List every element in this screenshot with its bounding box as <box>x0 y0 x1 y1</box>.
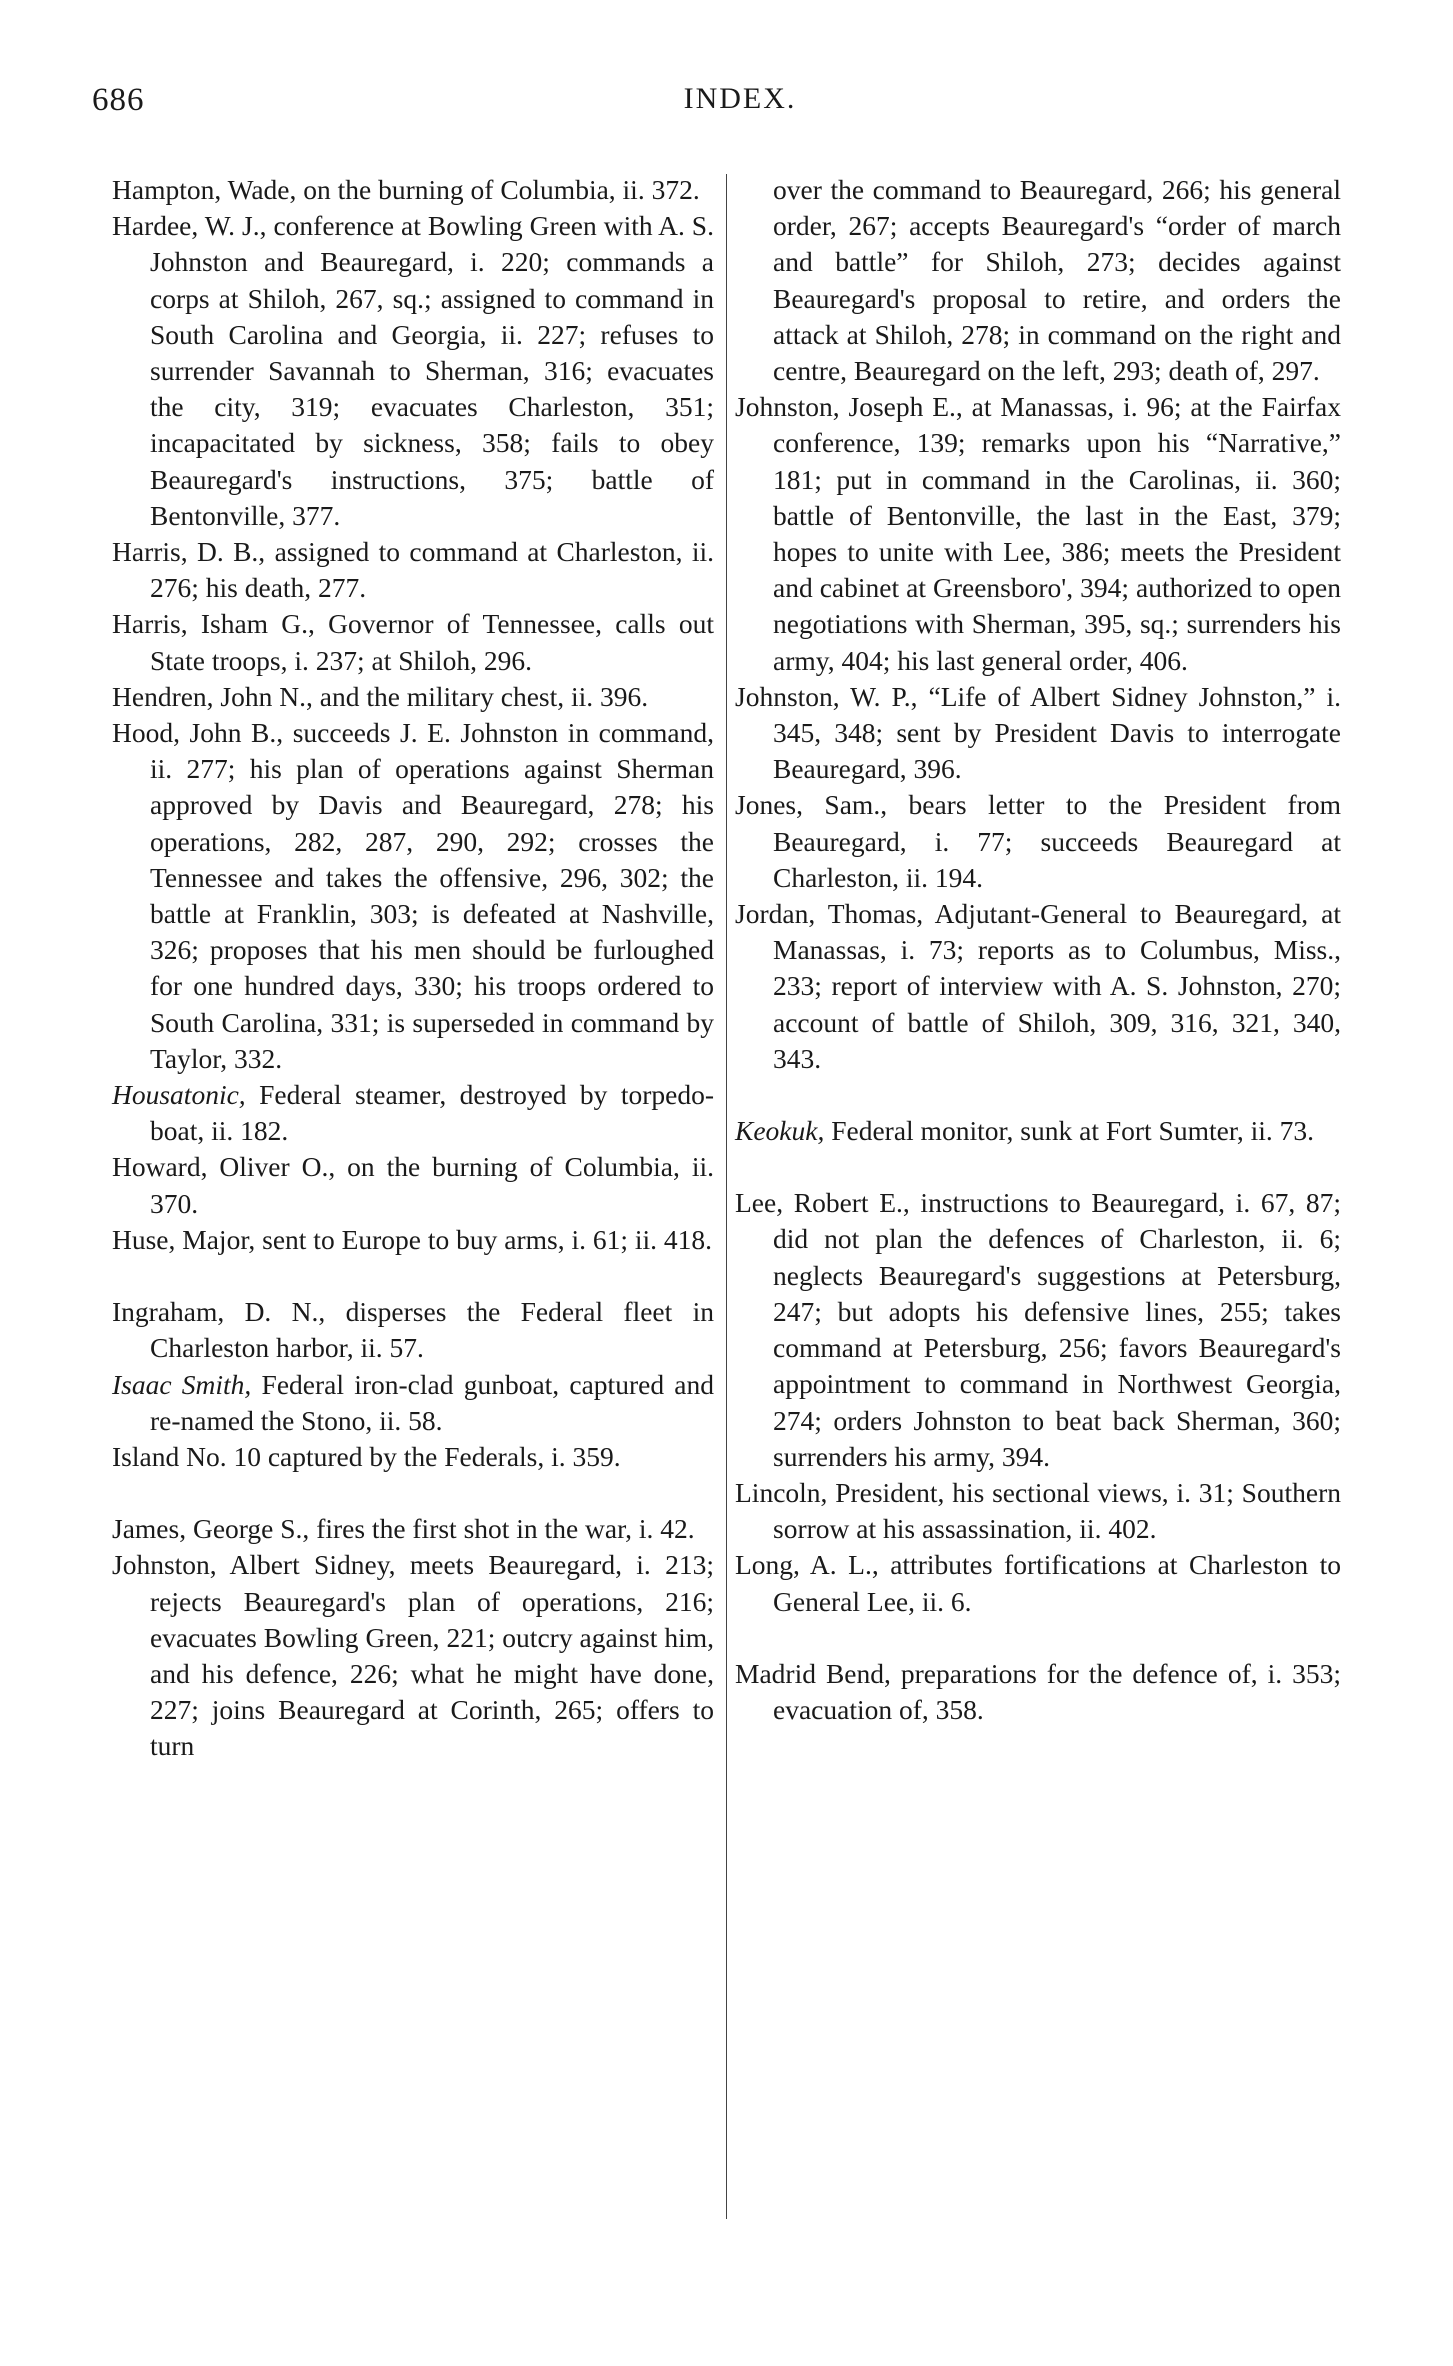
entry-text: “Life of Albert Sidney Johnston,” i. 345, 348; sent by President Davis to interrogate Beauregard, 396. <box>773 680 1341 785</box>
index-entry <box>112 679 714 715</box>
index-entry <box>112 1077 714 1149</box>
entry-text: and the military chest, ii. 396. <box>312 680 649 712</box>
entry-text: Federal monitor, sunk at Fort Sumter, ii. 73. <box>824 1115 1315 1147</box>
index-entry <box>735 787 1341 896</box>
entry-text: instructions to Beauregard, i. 67, 87; did not plan the defences of Charleston, ii. 6; neglects Beauregard's suggestions at Petersburg, 247; but adopts his defensive lines, 255; takes command at Petersburg, 256; favors Beauregard's appointment to command in Northwest Georgia, 274; orders Johnston to beat back Sherman, 360; surrenders his army, 394. <box>773 1187 1342 1472</box>
entry-heading: Johnston, W. P., <box>735 680 918 712</box>
entry-text: preparations for the defence of, i. 353; evacuation of, 358. <box>773 1657 1341 1725</box>
entry-heading: Johnston, Joseph E., <box>735 391 963 423</box>
entry-text: disperses the Federal fleet in Charleston harbor, ii. 57. <box>150 1296 714 1364</box>
index-entry <box>112 1547 714 1764</box>
entry-heading: James, George S., <box>112 1513 310 1545</box>
entry-heading: Long, A. L., <box>735 1549 879 1581</box>
entry-heading: Madrid Bend, <box>735 1657 891 1689</box>
entry-text: over the command to Beauregard, 266; his general order, 267; accepts Beauregard's “order of march and battle” for Shiloh, 273; decides against Beauregard's proposal to retire, and orders the attack at Shiloh, 278; in command on the right and centre, Beauregard on the left, 293; death of, 297. <box>773 174 1341 387</box>
entry-text: on the burning of Columbia, ii. 370. <box>150 1151 714 1219</box>
entry-gap <box>112 1475 714 1511</box>
page-header <box>92 82 1388 132</box>
index-entry <box>112 606 714 678</box>
entry-heading: Ingraham, D. N., <box>112 1296 326 1328</box>
index-entry <box>112 1511 714 1547</box>
page-number: 686 <box>92 82 145 118</box>
entry-text: attributes fortifications at Charleston to General Lee, ii. 6. <box>773 1549 1341 1617</box>
index-entry <box>735 896 1341 1077</box>
index-entry <box>735 1656 1341 1728</box>
index-entry <box>735 1475 1341 1547</box>
index-column-right <box>735 172 1341 1728</box>
entry-gap <box>112 1258 714 1294</box>
entry-heading: Housatonic, <box>112 1079 246 1111</box>
entry-heading: Lincoln, President, <box>735 1476 945 1508</box>
index-entry <box>735 1547 1341 1619</box>
entry-gap <box>735 1620 1341 1656</box>
entry-heading: Isaac Smith, <box>112 1368 252 1400</box>
entry-heading: Hardee, W. J., <box>112 210 267 242</box>
index-entry <box>735 679 1341 788</box>
entry-text: Federal steamer, destroyed by torpedo-boat, ii. 182. <box>150 1079 714 1147</box>
index-entry <box>112 1294 714 1366</box>
index-entry <box>112 1222 714 1258</box>
entry-heading: Lee, Robert E., <box>735 1187 910 1219</box>
entry-text: sent to Europe to buy arms, i. 61; ii. 418. <box>255 1223 713 1255</box>
entry-heading: Jones, Sam., <box>735 789 888 821</box>
index-entry-continued <box>735 172 1341 389</box>
entry-heading: Harris, D. B., <box>112 536 266 568</box>
index-entry <box>112 534 714 606</box>
index-entry <box>112 208 714 534</box>
entry-heading: Hendren, John N., <box>112 680 313 712</box>
entry-text: Adjutant-General to Beauregard, at Manassas, i. 73; reports as to Columbus, Miss., 233; report of interview with A. S. Johnston, 270; account of battle of Shiloh, 309, 316, 321, 340, 343. <box>773 898 1341 1074</box>
entry-heading: Jordan, Thomas, <box>735 898 924 930</box>
entry-heading: Keokuk, <box>735 1115 825 1147</box>
entry-text: conference at Bowling Green with A. S. Johnston and Beauregard, i. 220; commands a corps at Shiloh, 267, sq.; assigned to command in South Carolina and Georgia, ii. 227; refuses to surrender Savannah to Sherman, 316; evacuates the city, 319; evacuates Charleston, 351; incapacitated by sickness, 358; fails to obey Beauregard's instructions, 375; battle of Bentonville, 377. <box>150 210 714 531</box>
entry-heading: Island No. 10 <box>112 1440 261 1472</box>
entry-heading: Huse, Major, <box>112 1223 256 1255</box>
entry-heading: Harris, Isham G., <box>112 608 315 640</box>
entry-heading: Hampton, Wade, <box>112 174 297 205</box>
index-entry <box>735 1113 1341 1149</box>
entry-text: Federal iron-clad gunboat, captured and re-named the Stono, ii. 58. <box>150 1368 714 1436</box>
column-divider <box>726 174 727 2219</box>
entry-text: at Manassas, i. 96; at the Fairfax conference, 139; remarks upon his “Narrative,” 181; put in command in the Carolinas, ii. 360; battle of Bentonville, the last in the East, 379; hopes to unite with Lee, 386; meets the President and cabinet at Greensboro', 394; authorized to open negotiations with Sherman, 395, sq.; surrenders his army, 404; his last general order, 406. <box>773 391 1342 676</box>
entry-text: on the burning of Columbia, ii. 372. <box>296 174 700 205</box>
entry-text: his sectional views, i. 31; Southern sorrow at his assassination, ii. 402. <box>773 1476 1341 1545</box>
index-entry <box>112 1149 714 1221</box>
entry-heading: Johnston, Albert Sidney, <box>112 1549 396 1581</box>
entry-gap <box>735 1149 1341 1185</box>
entry-heading: Hood, John B., <box>112 717 284 749</box>
entry-text: succeeds J. E. Johnston in command, ii. 277; his plan of operations against Sherman approved by Davis and Beauregard, 278; his operations, 282, 287, 290, 292; crosses the Tennessee and takes the offensive, 296, 302; the battle at Franklin, 303; is defeated at Nashville, 326; proposes that his men should be furloughed for one hundred days, 330; his troops ordered to South Carolina, 331; is superseded in command by Taylor, 332. <box>150 717 714 1074</box>
index-entry <box>112 1439 714 1475</box>
index-column-left <box>112 172 714 1765</box>
index-entry <box>112 715 714 1077</box>
entry-text: fires the first shot in the war, i. 42. <box>309 1513 695 1545</box>
entry-text: assigned to command at Charleston, ii. 276; his death, 277. <box>150 536 714 604</box>
entry-text: bears letter to the President from Beauregard, i. 77; succeeds Beauregard at Charleston, ii. 194. <box>773 789 1341 893</box>
index-entry <box>112 172 714 208</box>
running-head: INDEX. <box>683 82 797 115</box>
entry-heading: Howard, Oliver O., <box>112 1151 336 1183</box>
index-entry <box>735 1185 1341 1475</box>
entry-gap <box>735 1077 1341 1113</box>
entry-text: Governor of Tennessee, calls out State troops, i. 237; at Shiloh, 296. <box>150 608 714 676</box>
entry-text: meets Beauregard, i. 213; rejects Beauregard's plan of operations, 216; evacuates Bowling Green, 221; outcry against him, and his defence, 226; what he might have done, 227; joins Beauregard at Corinth, 265; offers to turn <box>150 1549 715 1762</box>
index-entry <box>112 1367 714 1439</box>
entry-text: captured by the Federals, i. 359. <box>260 1440 621 1472</box>
index-entry <box>735 389 1341 679</box>
